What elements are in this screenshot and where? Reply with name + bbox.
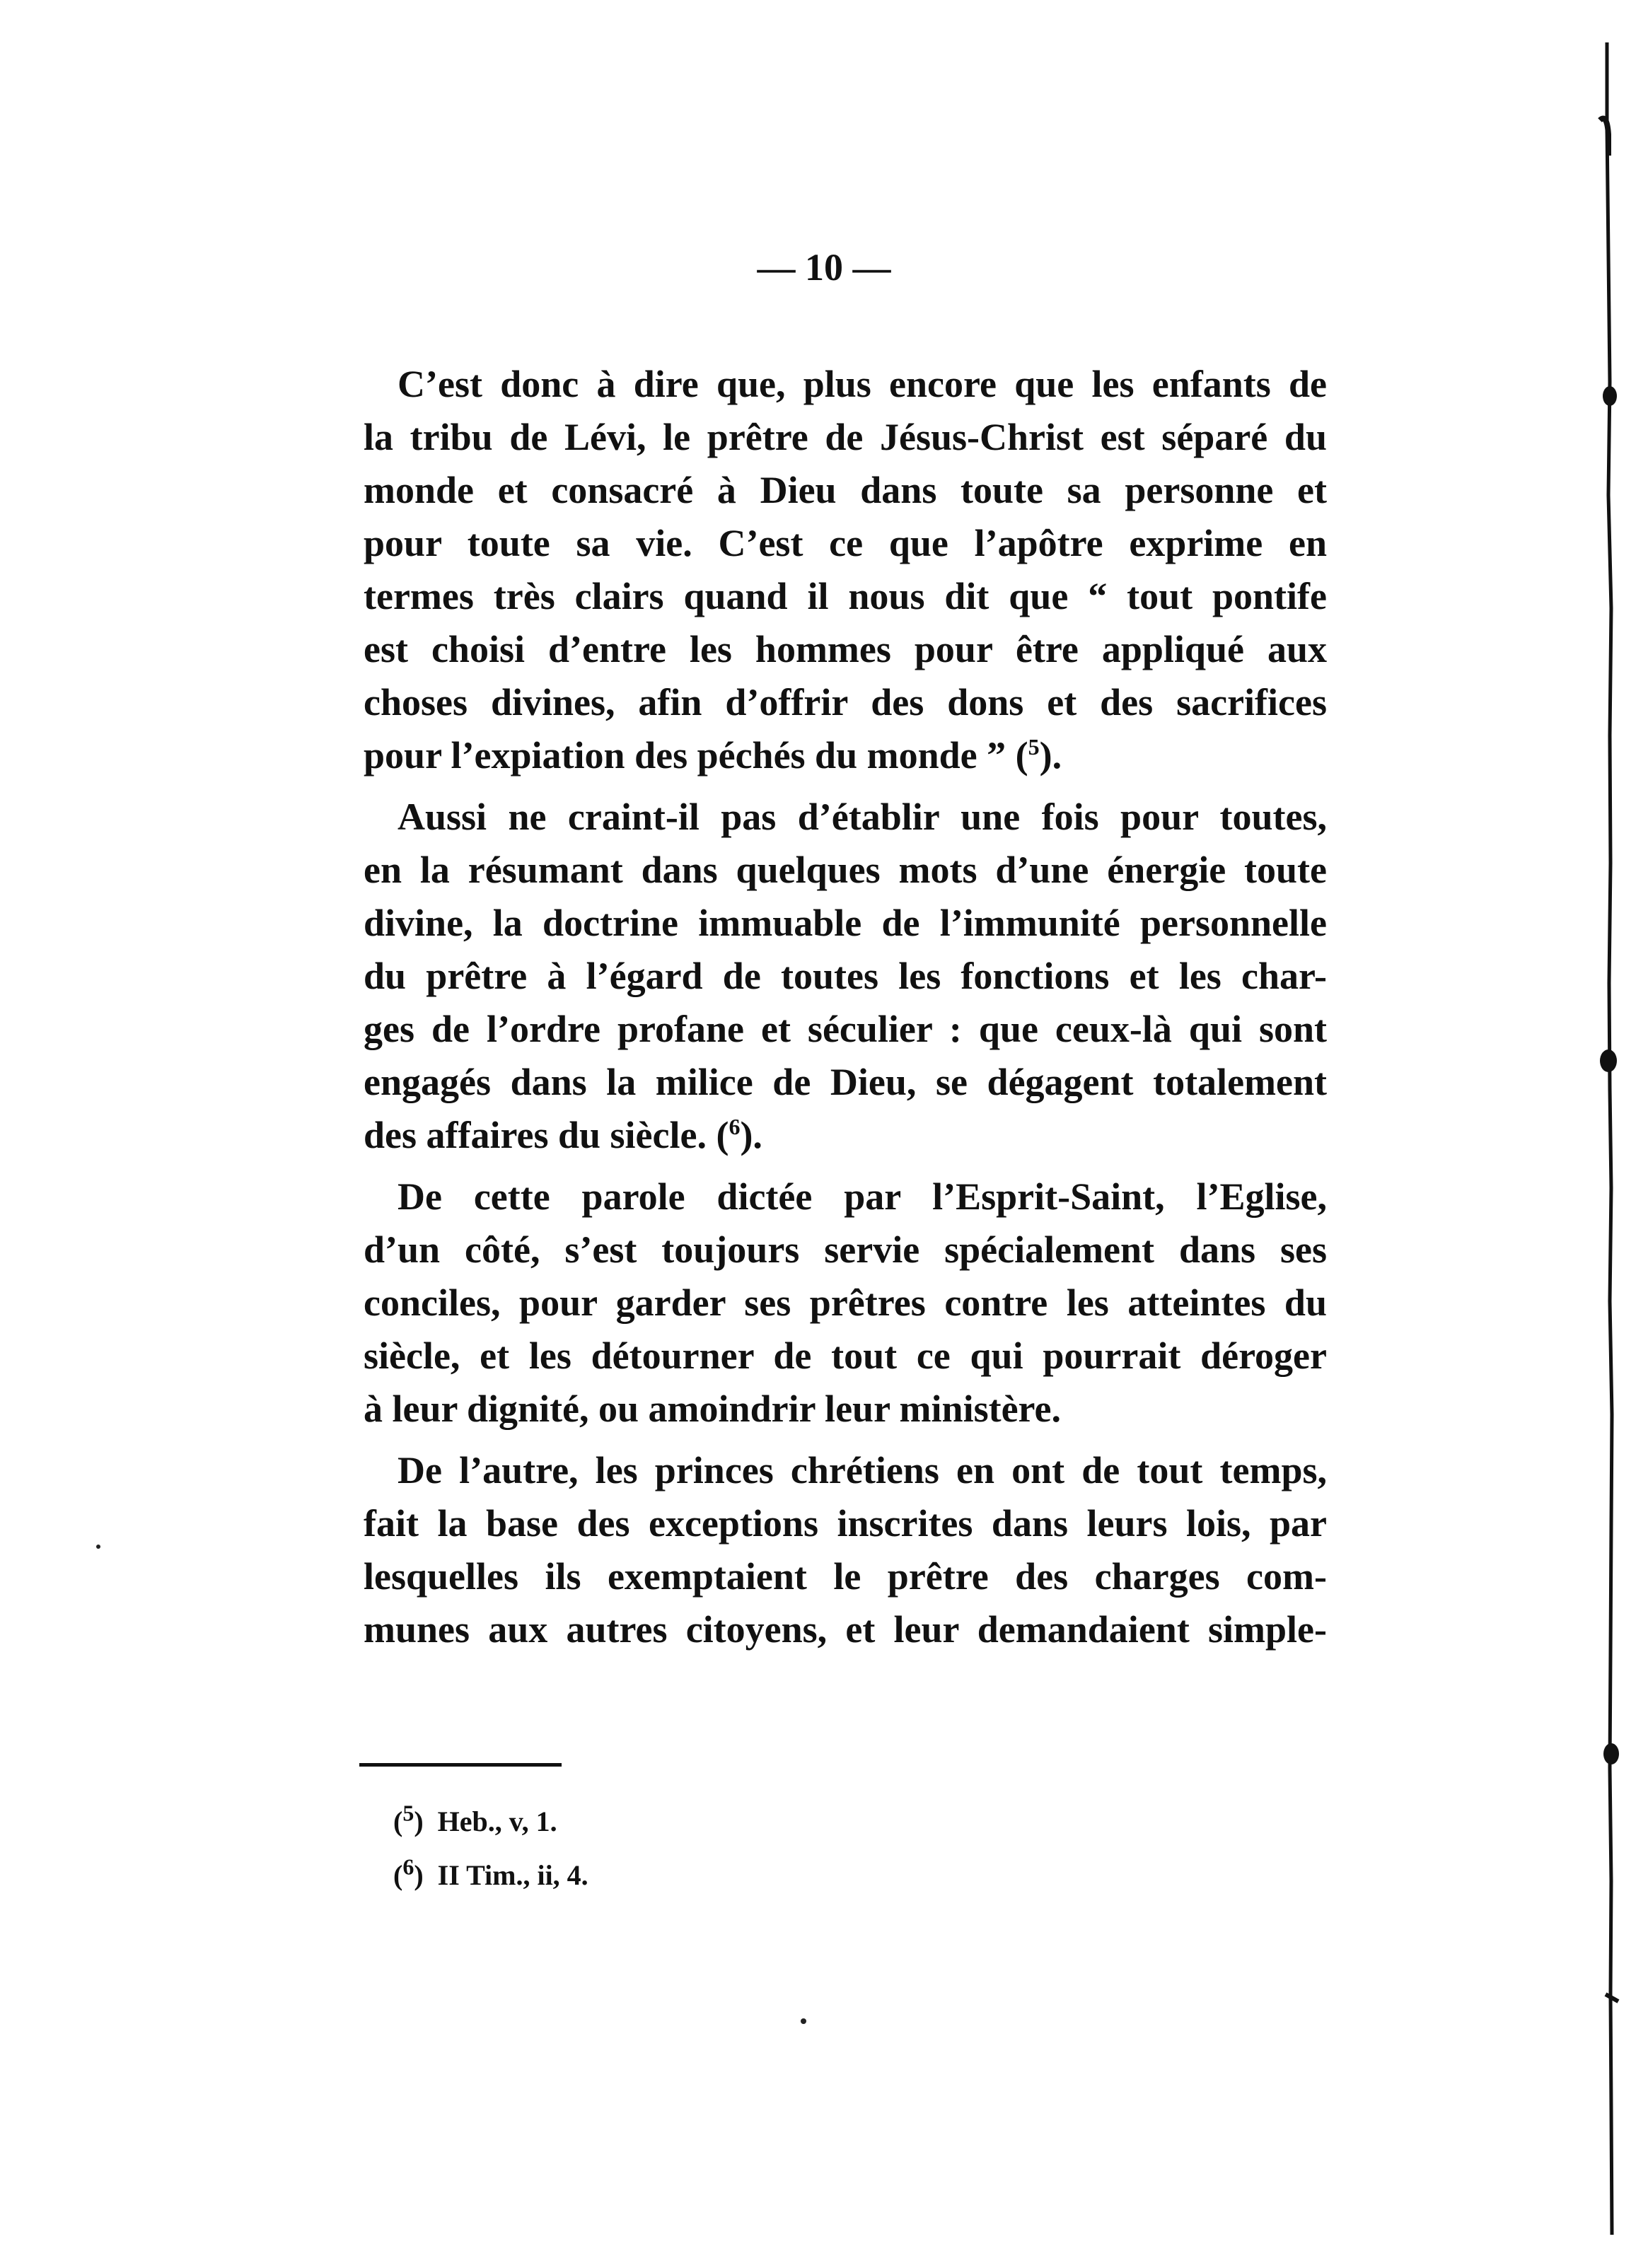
paragraph-1-line-3: monde et consacré à Dieu dans toute sa personne et [364, 469, 1327, 511]
paragraph-3-line-2: d’un côté, s’est toujours servie spécialement dans ses [364, 1228, 1327, 1271]
paragraph-1-line-4: pour toute sa vie. C’est ce que l’apôtre exprime en [364, 522, 1327, 564]
paragraph-2-line-7-text: des affaires du siècle. ( [364, 1114, 729, 1156]
paragraph-2-line-4: du prêtre à l’égard de toutes les fonctions et les char- [364, 955, 1327, 997]
body-text [364, 358, 1327, 1656]
paragraph-1-line-5: termes très clairs quand il nous dit que “ tout pontife [364, 575, 1327, 617]
ink-speck [96, 1545, 100, 1549]
paragraph-3-line-1: De cette parole dictée par l’Esprit-Saint, l’Eglise, [398, 1175, 1327, 1218]
paragraph-2-line-5: ges de l’ordre profane et séculier : que ceux-là qui sont [364, 1008, 1327, 1050]
footnote-ref-6: 6 [729, 1114, 741, 1139]
footnote-6-text: II Tim., ii, 4. [437, 1859, 588, 1891]
paragraph-1-line-8-text: pour l’expiation des péchés du monde ” ( [364, 734, 1028, 777]
footnote-5-marker: 5 [402, 1800, 414, 1826]
paragraph-2-line-6: engagés dans la milice de Dieu, se dégagent totalement [364, 1061, 1327, 1103]
footnote-ref-6-close: ). [740, 1114, 762, 1156]
paragraph-3-line-5: à leur dignité, ou amoindrir leur ministère. [364, 1388, 1062, 1430]
footnote-ref-5: 5 [1028, 734, 1040, 760]
footnote-ref-5-close: ). [1039, 734, 1062, 777]
paragraph-2-line-2: en la résumant dans quelques mots d’une énergie toute [364, 849, 1327, 891]
paragraph-4-line-2: fait la base des exceptions inscrites dans leurs lois, par [364, 1502, 1327, 1545]
footnotes [393, 1795, 588, 1902]
paragraph-1-line-8 [364, 729, 1327, 782]
paragraph-4-line-4: munes aux autres citoyens, et leur demandaient simple- [364, 1608, 1327, 1651]
paragraph-2-line-3: divine, la doctrine immuable de l’immunité personnelle [364, 902, 1327, 944]
paragraph-4-line-1: De l’autre, les princes chrétiens en ont de tout temps, [398, 1449, 1327, 1491]
paragraph-3-line-4: siècle, et les détourner de tout ce qui pourrait déroger [364, 1334, 1327, 1377]
binding-edge-decoration [1584, 42, 1627, 2235]
paragraph-2-line-1: Aussi ne craint-il pas d’établir une fois pour toutes, [398, 796, 1327, 838]
page-number: — 10 — [757, 246, 891, 289]
footnote-6-marker: 6 [402, 1854, 414, 1880]
footnote-5: ($^5$) Heb., v, 1. [393, 1800, 557, 1837]
paragraph-1-line-1: C’est donc à dire que, plus encore que les enfants de [398, 363, 1327, 405]
paragraph-1-line-6: est choisi d’entre les hommes pour être appliqué aux [364, 628, 1327, 670]
footnote-6: ($^6$) II Tim., ii, 4. [393, 1854, 588, 1891]
paragraph-4-line-3: lesquelles ils exemptaient le prêtre des charges com- [364, 1555, 1327, 1598]
footnote-separator [359, 1763, 562, 1767]
paragraph-3-line-3: conciles, pour garder ses prêtres contre les atteintes du [364, 1281, 1327, 1324]
ink-speck [801, 2018, 806, 2024]
paragraph-1-line-2: la tribu de Lévi, le prêtre de Jésus-Christ est séparé du [364, 416, 1327, 458]
footnote-5-text: Heb., v, 1. [437, 1805, 557, 1837]
paragraph-1-line-7: choses divines, afin d’offrir des dons et des sacrifices [364, 681, 1327, 723]
paragraph-2-line-7 [364, 1109, 1327, 1162]
